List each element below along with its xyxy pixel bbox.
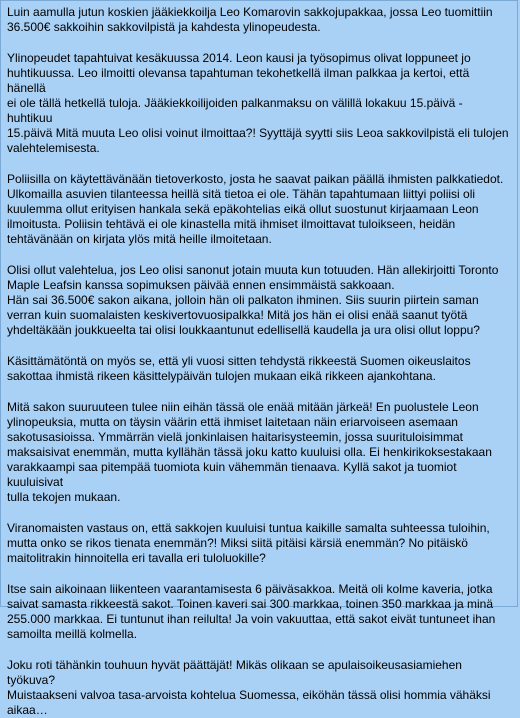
paragraph-8: Itse sain aikoinaan liikenteen vaarantamisesta 6 päiväsakkoa. Meitä oli kolme kaveria, jotka saivat samasta rikkeestä sakot. Toinen kaveri sai 300 markkaa, toinen 350 markkaa ja minä 255.000 markkaa. Ei tuntunut ihan reilulta! Ja voin vakuuttaa, että sakot eivät tuntuneet ihan samoilta meillä kolmella. bbox=[7, 582, 496, 641]
paragraph-1: Luin aamulla jutun koskien jääkiekkoilja Leo Komarovin sakkojupakkaa, jossa Leo tuomittiin 36.500€ sakkoihin sakkovilpistä ja kahdesta ylinopeudesta. bbox=[7, 5, 493, 34]
paragraph-9: Joku roti tähänkin touhuun hyvät päättäjät! Mikäs olikaan se apulaisoikeusasiamiehen työkuva? Muistaakseni valvoa tasa-arvoista kohtelua Suomessa, eiköhän tässä olisi hommia vähäksi aikaa… bbox=[7, 658, 491, 717]
paragraph-6: Mitä sakon suuruuteen tulee niin eihän tässä ole enää mitään järkeä! En puolustele Leon ylinopeuksia, mutta on täysin väärin että ihmiset laitetaan näin eriarvoiseen asemaan sakotusasioissa. Ymmärrän vielä jonkinlaisen haitarisysteemin, jossa suurituloisimmat maksaisivat enemmän, mutta kyllähän tässä joku katto kuuluisi olla. Ei henkirikoksestakaan varakkaampi saa pitempää tuomiota kuin vähemmän tienaava. Kyllä sakot ja tuomiot kuuluisivat tulla tekojen mukaan. bbox=[7, 400, 492, 504]
paragraph-5: Käsittämätöntä on myös se, että yli vuosi sitten tehdystä rikkeestä Suomen oikeuslaitos sakottaa ihmistä rikeen käsittelypäivän tulojen mukaan eikä rikkeen ajankohtana. bbox=[7, 354, 471, 383]
paragraph-3: Poliisilla on käytettävänään tietoverkosto, josta he saavat paikan päällä ihmisten palkkatiedot. Ulkomailla asuvien tilanteessa heillä sitä tietoa ei ole. Tähän tapahtumaan liittyi poliisi oli kuulemma ollut erityisen hankala sekä epäkohtelias eikä ollut suostunut kirjaamaan Leon ilmoitusta. Poliisin tehtävä ei ole kinastella mitä ihmiset ilmoittavat tuloikseen, heidän tehtävänään on kirjata ylös mitä heille ilmoitetaan. bbox=[7, 172, 504, 246]
paragraph-7: Viranomaisten vastaus on, että sakkojen kuuluisi tuntua kaikille samalta suhteessa tuloihin, mutta onko se rikos tienata enemmän?! Miksi siitä pitäisi kärsiä enemmän? No pitäiskö maitolitrakin hinnoitella eri tavalla eri tuloluokille? bbox=[7, 521, 490, 565]
paragraph-2: Ylinopeudet tapahtuivat kesäkuussa 2014. Leon kausi ja työsopimus olivat loppuneet jo huhtikuussa. Leo ilmoitti olevansa tapahtuman tekohetkellä ilman palkkaa ja kertoi, että hänellä ei ole tällä hetkellä tuloja. Jääkiekkoilijoiden palkanmaksu on välillä lokakuu 15.päivä - huhtikuu 15.päivä Mitä muuta Leo olisi voinut ilmoittaa?! Syyttäjä syytti siis Leoa sakkovilpistä eli tulojen valehtelemisesta. bbox=[7, 51, 509, 155]
paragraph-4: Olisi ollut valehtelua, jos Leo olisi sanonut jotain muuta kun totuuden. Hän allekirjoitti Toronto Maple Leafsin kanssa sopimuksen päivää ennen ensimmäistä sakkoaan. Hän sai 36.500€ sakon aikana, jolloin hän oli palkaton ihminen. Siis suurin piirtein saman verran kuin suomalaisten keskivertovuosipalkka! Mitä jos hän ei olisi enää saanut työtä yhdeltäkään joukkueelta tai olisi loukkaantunut edellisellä kaudella ja ura olisi ollut loppu? bbox=[7, 263, 499, 337]
